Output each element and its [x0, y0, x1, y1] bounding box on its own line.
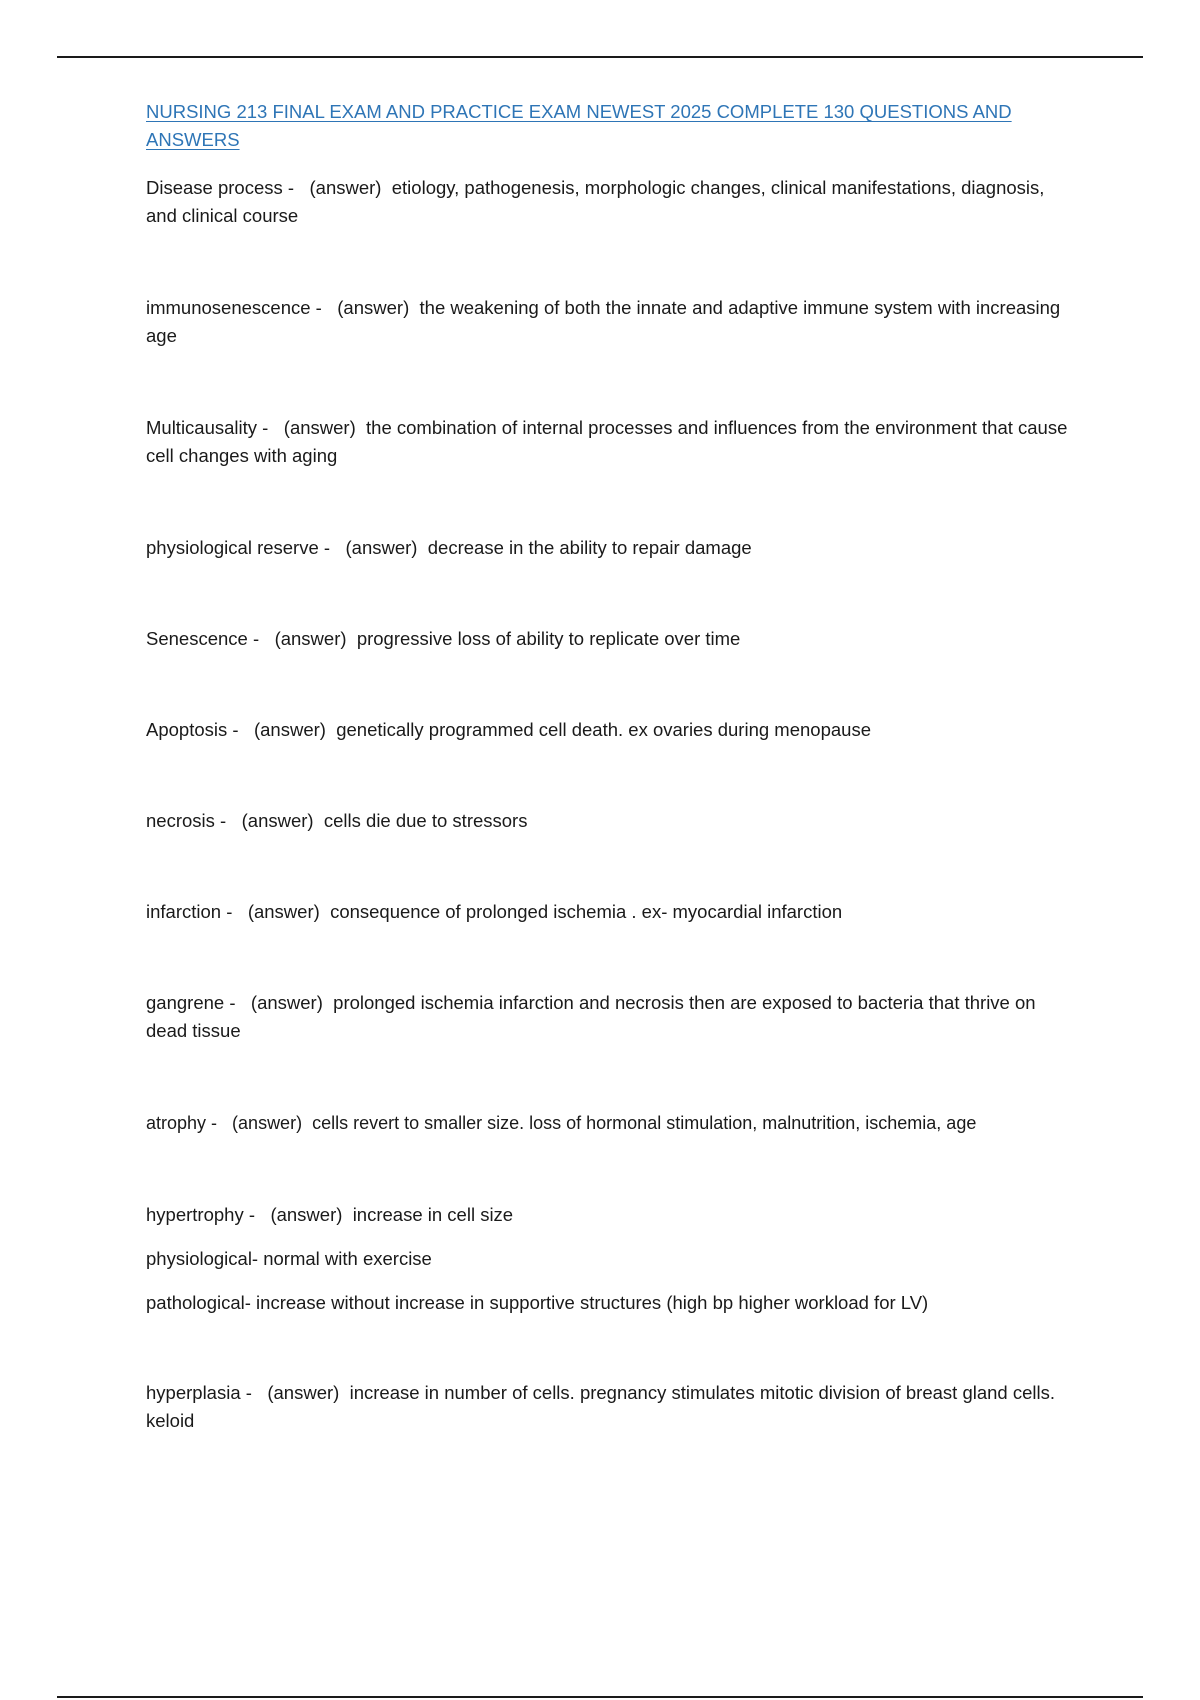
answer-tag: (answer)	[232, 1113, 303, 1133]
entry-definition: cells die due to stressors	[323, 810, 528, 831]
entry-separator: -	[206, 1113, 233, 1133]
entry-atrophy	[146, 1109, 1106, 1137]
entry-definition: prolonged ischemia infarction and necrosis then are exposed to bacteria that thrive on dead tissue	[146, 992, 1036, 1041]
answer-tag: (answer)	[274, 628, 347, 649]
entry-infarction	[146, 898, 1096, 926]
entry-immunosenescence	[146, 294, 1071, 350]
entry-separator: -	[282, 177, 310, 198]
entry-term: Disease process	[146, 177, 283, 198]
entry-disease-process	[146, 174, 1046, 230]
entry-separator: -	[224, 992, 251, 1013]
entry-term: necrosis	[146, 810, 215, 831]
entry-multicausality	[146, 414, 1086, 470]
entry-definition: increase in cell size	[352, 1204, 514, 1225]
entry-separator: -	[318, 537, 346, 558]
entry-necrosis	[146, 807, 1096, 835]
entry-term: atrophy	[146, 1113, 207, 1133]
answer-tag: (answer)	[250, 992, 323, 1013]
entry-physiological-reserve	[146, 534, 1096, 562]
answer-tag: (answer)	[253, 719, 326, 740]
entry-senescence	[146, 625, 1096, 653]
entry-term: infarction	[146, 901, 222, 922]
entry-definition: the weakening of both the innate and adaptive immune system with increasing age	[146, 297, 1061, 346]
answer-tag: (answer)	[247, 901, 320, 922]
entry-separator: -	[257, 417, 284, 438]
entry-term: Apoptosis	[146, 719, 228, 740]
entry-definition: cells revert to smaller size. loss of hormonal stimulation, malnutrition, ischemia, age	[312, 1113, 977, 1133]
entry-separator: -	[310, 297, 338, 318]
top-rule	[57, 56, 1143, 58]
entry-definition: consequence of prolonged ischemia . ex- myocardial infarction	[330, 901, 843, 922]
entry-definition: increase in number of cells. pregnancy stimulates mitotic division of breast gland cells. keloid	[146, 1382, 1055, 1431]
entry-separator: -	[247, 628, 275, 649]
entry-definition: etiology, pathogenesis, morphologic changes, clinical manifestations, diagnosis, and clinical course	[146, 177, 1045, 226]
entry-hyperplasia	[146, 1379, 1056, 1435]
entry-term: hypertrophy	[146, 1204, 244, 1225]
entry-separator: -	[214, 810, 242, 831]
entry-separator: -	[243, 1204, 271, 1225]
entry-definition: the combination of internal processes and influences from the environment that cause cell changes with aging	[146, 417, 1068, 466]
entry-term: immunosenescence	[146, 297, 311, 318]
answer-tag: (answer)	[267, 1382, 340, 1403]
entry-separator: -	[240, 1382, 268, 1403]
entry-definition: decrease in the ability to repair damage	[427, 537, 752, 558]
entry-term: Senescence	[146, 628, 248, 649]
answer-tag: (answer)	[309, 177, 382, 198]
entry-hypertrophy	[146, 1201, 1096, 1229]
document-body	[146, 98, 1096, 1435]
bottom-rule	[57, 1696, 1143, 1698]
answer-tag: (answer)	[270, 1204, 343, 1225]
entry-term: Multicausality	[146, 417, 258, 438]
entry-gangrene	[146, 989, 1056, 1045]
document-title-link[interactable]: NURSING 213 FINAL EXAM AND PRACTICE EXAM NEWEST 2025 COMPLETE 130 QUESTIONS AND ANSWERS	[146, 101, 1012, 150]
entry-term: gangrene	[146, 992, 225, 1013]
answer-tag: (answer)	[337, 297, 410, 318]
entry-term: physiological reserve	[146, 537, 319, 558]
entry-definition: genetically programmed cell death. ex ovaries during menopause	[336, 719, 871, 740]
entry-separator: -	[221, 901, 248, 922]
hypertrophy-note-physiological: physiological- normal with exercise	[146, 1248, 432, 1269]
answer-tag: (answer)	[345, 537, 418, 558]
answer-tag: (answer)	[283, 417, 356, 438]
entry-apoptosis	[146, 716, 1096, 744]
entry-definition: progressive loss of ability to replicate over time	[356, 628, 741, 649]
entry-term: hyperplasia	[146, 1382, 241, 1403]
entry-separator: -	[227, 719, 254, 740]
hypertrophy-note-pathological: pathological- increase without increase in supportive structures (high bp higher workload for LV)	[146, 1292, 929, 1313]
answer-tag: (answer)	[241, 810, 314, 831]
